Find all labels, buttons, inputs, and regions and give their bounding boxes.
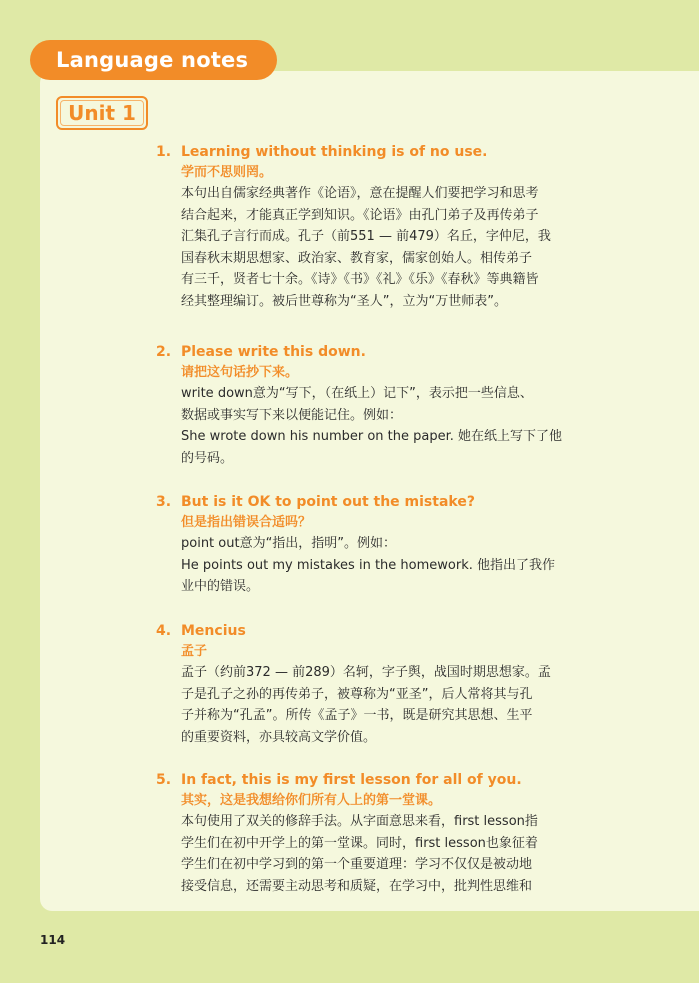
note-chinese-title: 但是指出错误合适吗？ [181, 515, 312, 530]
note-text-line: 国春秋末期思想家、政治家、教育家，儒家创始人。相传弟子 [181, 250, 533, 266]
note-text-line: 本句出自儒家经典著作《论语》，意在提醒人们要把学习和思考 [181, 186, 539, 201]
note-text-line: 接受信息，还需要主动思考和质疑，在学习中，批判性思维和 [181, 878, 533, 894]
note-text-line: 本句使用了双关的修辞手法。从字面意思来看，first lesson指 [181, 814, 538, 829]
note-item [156, 142, 596, 342]
note-number: 5. [156, 772, 172, 788]
note-item [156, 621, 596, 770]
page-number: 114 [40, 933, 66, 947]
unit-label-box [56, 96, 148, 130]
note-text-line: write down意为“写下，（在纸上）记下”，表示把一些信息、 [181, 386, 533, 401]
note-text-line: She wrote down his number on the paper. 她在纸上写下了他 [181, 429, 563, 444]
note-text-line: 学生们在初中学习到的第一个重要道理：学习不仅仅是被动地 [181, 857, 533, 872]
note-item [156, 492, 596, 621]
unit-label: Unit 1 [68, 101, 136, 125]
note-text-line: 经其整理编订。被后世尊称为“圣人”，立为“万世师表”。 [181, 293, 507, 309]
note-text-line: 孟子（约前372 — 前289）名轲，字子舆，战国时期思想家。孟 [181, 665, 551, 680]
note-text-line: 结合起来，才能真正学到知识。《论语》由孔门弟子及再传弟子 [181, 207, 539, 223]
note-item [156, 770, 596, 897]
note-text-line: 的号码。 [181, 450, 234, 466]
note-text-line: 数据或事实写下来以便能记住。例如： [181, 407, 403, 423]
note-chinese-title: 孟子 [181, 644, 208, 659]
note-english-title: In fact, this is my first lesson for all of you. [181, 772, 522, 788]
note-text-line: 业中的错误。 [181, 579, 260, 594]
note-text-line: 有三千，贤者七十余。《诗》《书》《礼》《乐》《春秋》等典籍皆 [181, 272, 539, 287]
note-item [156, 342, 596, 492]
note-text-line: 汇集孔子言行而成。孔子（前551 — 前479）名丘，字仲尼，我 [181, 229, 551, 244]
note-english-title: Learning without thinking is of no use. [181, 144, 488, 160]
note-number: 3. [156, 494, 172, 510]
note-english-title: Mencius [181, 623, 246, 639]
note-text-line: 子并称为“孔孟”。所传《孟子》一书，既是研究其思想、生平 [181, 708, 533, 723]
note-number: 1. [156, 144, 172, 160]
note-text-line: point out意为“指出，指明”。例如： [181, 536, 397, 551]
note-number: 4. [156, 623, 172, 639]
section-header: Language notes [30, 40, 277, 80]
note-text-line: 的重要资料，亦具较高文学价值。 [181, 729, 377, 745]
note-english-title: But is it OK to point out the mistake? [181, 494, 475, 510]
note-number: 2. [156, 344, 172, 360]
note-chinese-title: 学而不思则罔。 [181, 165, 273, 180]
notes-list [156, 142, 596, 897]
note-text-line: 子是孔子之孙的再传弟子，被尊称为“亚圣”，后人常将其与孔 [181, 686, 533, 702]
note-chinese-title: 其实，这是我想给你们所有人上的第一堂课。 [181, 793, 442, 808]
note-chinese-title: 请把这句话抄下来。 [181, 365, 299, 380]
note-text-line: 学生们在初中开学上的第一堂课。同时，first lesson也象征着 [181, 835, 538, 851]
note-english-title: Please write this down. [181, 344, 366, 360]
note-text-line: He points out my mistakes in the homework. 他指出了我作 [181, 557, 555, 573]
